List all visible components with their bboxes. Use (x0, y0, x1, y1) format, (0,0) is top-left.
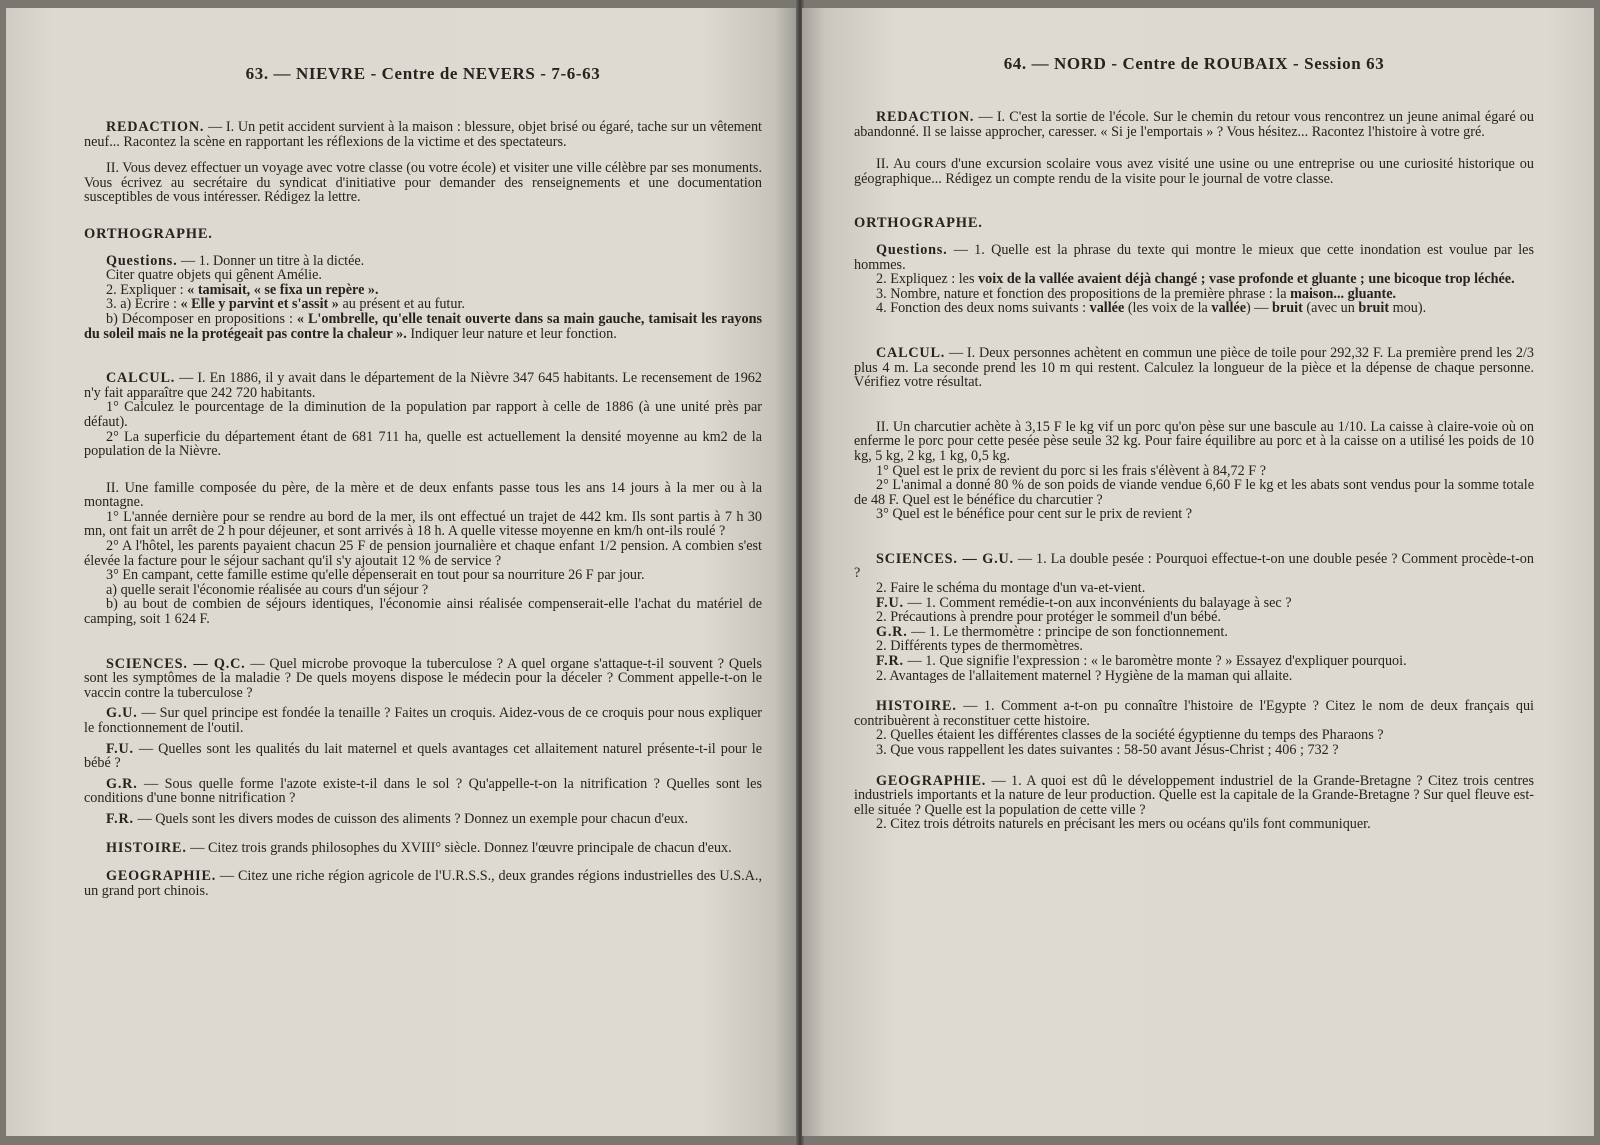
text: b) Décomposer en propositions : (106, 310, 297, 327)
bold-text: « Elle y parvint et s'assit » (180, 296, 339, 313)
bold-text: maison... gluante. (1290, 285, 1397, 302)
left-page (6, 8, 798, 1136)
section-label: REDACTION. (876, 109, 975, 125)
histoire-paragraph: 3. Que vous rappellent les dates suivantes : 58-50 avant Jésus-Christ ; 406 ; 732 ? (876, 742, 1339, 758)
calcul-paragraph: 1° Calculez le pourcentage de la diminution de la population par rapport à celle de 1886 (à une unité près par défaut). (84, 399, 762, 430)
calcul-paragraph: 2° L'animal a donné 80 % de son poids de viande vendue 6,60 F le kg et les abats sont vendus pour la somme totale de 48 F. Quel est le bénéfice du charcutier ? (854, 477, 1534, 508)
question (854, 272, 1534, 287)
question (84, 297, 762, 312)
histoire-paragraph (854, 699, 1534, 728)
calcul-paragraph: 3° Quel est le bénéfice pour cent sur le prix de revient ? (876, 506, 1193, 523)
section-title: ORTHOGRAPHE. (854, 215, 983, 232)
question (854, 243, 1534, 272)
text: (les voix de la (1124, 300, 1212, 317)
section-label: SCIENCES. (106, 655, 188, 672)
geographie-paragraph (854, 774, 1534, 818)
redaction-paragraph: II. Au cours d'une excursion scolaire vous avez visité une usine ou une entreprise ou une curiosité historique ou géographique... Rédigez un compte rendu de la visite pour le journal de votre classe. (854, 156, 1534, 187)
text: 3. Nombre, nature et fonction des propositions de la première phrase : la (876, 285, 1291, 302)
redaction-paragraph (84, 120, 762, 149)
sciences-paragraph: 2. Précautions à prendre pour protéger le sommeil d'un bébé. (876, 609, 1221, 626)
text: — 1. A quoi est dû le développement industriel de la Grande-Bretagne ? Citez trois centres industriels importants et la nature de leur production. Quelle est la capitale de la Grande-Bretagne ? Sur quel fleuve est-elle située ? Quelle est la population de cette ville ? (854, 772, 1534, 818)
text: mou). (1389, 300, 1427, 317)
page-header: 63. — NIEVRE - Centre de NEVERS - 7-6-63 (245, 64, 601, 83)
geographie-paragraph (84, 869, 762, 898)
question (84, 312, 762, 341)
text: Indiquer leur nature et leur fonction. (406, 325, 617, 342)
text: — I. C'est la sortie de l'école. Sur le chemin du retour vous rencontrez un jeune animal égaré ou abandonné. Il se laisse approcher, caresser. « Si je l'emportais » ? Vous hésitez... Racontez l'histoire à votre gré. (854, 109, 1534, 140)
text: — 1. La double pesée : Pourquoi effectue-t-on une double pesée ? Comment procède-t-on ? (854, 550, 1534, 582)
calcul-paragraph: 3° En campant, cette famille estime qu'elle dépenserait en tout pour sa nourriture 26 F par jour. (106, 567, 645, 584)
page-header: 64. — NORD - Centre de ROUBAIX - Session 63 (1003, 54, 1385, 73)
question (84, 283, 762, 298)
section-label: HISTOIRE. (106, 839, 187, 856)
sciences-paragraph (84, 742, 762, 771)
section-label: F.U. (106, 740, 134, 757)
calcul-paragraph (84, 371, 762, 400)
text: 3. a) Ecrire : (106, 296, 181, 313)
calcul-paragraph: a) quelle serait l'économie réalisée au cours d'un séjour ? (106, 581, 429, 598)
sciences-paragraph: 2. Faire le schéma du montage d'un va-et-vient. (876, 580, 1146, 597)
text: — Quels sont les divers modes de cuisson des aliments ? Donnez un exemple pour chacun d'eux. (133, 810, 689, 827)
text: — I. En 1886, il y avait dans le département de la Nièvre 347 645 habitants. Le recensement de 1962 n'y fait apparaître que 242 720 habitants. (84, 370, 762, 401)
text: 2. Expliquez : les (876, 271, 979, 288)
bold-text: « L'ombrelle, qu'elle tenait ouverte dans sa main gauche, tamisait les rayons du soleil mais ne la protégeait pas contre la chaleur ». (84, 310, 762, 342)
bold-text: bruit (1272, 300, 1303, 317)
section-label: G.R. (876, 623, 908, 640)
text: — Quelles sont les qualités du lait maternel et quels avantages cet allaitement naturel présente-t-il pour le bébé ? (84, 740, 762, 772)
section-label: F.U. (876, 594, 904, 611)
section-label: GEOGRAPHIE. (106, 868, 217, 885)
calcul-paragraph (854, 346, 1534, 390)
redaction-paragraph: II. Vous devez effectuer un voyage avec votre classe (ou votre école) et visiter une ville célèbre par ses monuments. Vous écrivez au secrétaire du syndicat d'initiative pour demander des renseignements et une documentation susceptibles de vous intéresser. Rédigez la lettre. (84, 160, 762, 206)
section-title: ORTHOGRAPHE. (84, 225, 213, 242)
calcul-paragraph: 1° L'année dernière pour se rendre au bord de la mer, ils ont effectué un trajet de 442 km. Ils sont partis à 7 h 30 mn, ont fait un arrêt de 2 h pour déjeuner, et sont arrivés à 18 h. A quelle vitesse moyenne en km/h ont-ils roulé ? (84, 508, 762, 540)
redaction-paragraph (854, 110, 1534, 139)
section-label: G.U. (106, 705, 138, 722)
question (854, 301, 1534, 316)
text: — Citez une riche région agricole de l'U.R.S.S., deux grandes régions industrielles des U.S.A., un grand port chinois. (84, 868, 762, 899)
section-label: GEOGRAPHIE. (876, 772, 987, 789)
text: — I. Deux personnes achètent en commun une pièce de toile pour 292,32 F. La première prend les 2/3 plus 4 m. La seconde prend les 10 m qui restent. Calculez la longueur de la pièce et la dépense de chaque personne. Vérifiez votre résultat. (854, 344, 1534, 391)
bold-text: vallée (1211, 300, 1247, 317)
bold-text: « tamisait, « se fixa un repère ». (187, 281, 379, 298)
section-label: — Q.C. (187, 655, 246, 672)
histoire-paragraph (84, 841, 762, 856)
section-label: G.R. (106, 775, 138, 792)
section-label: F.R. (106, 810, 134, 827)
calcul-paragraph: 2° La superficie du département étant de 681 711 ha, quelle est actuellement la densité moyenne au km2 de la population de la Nièvre. (84, 428, 762, 460)
sciences-paragraph (84, 657, 762, 701)
text: ) — (1246, 300, 1273, 317)
right-page (802, 8, 1594, 1136)
text: 4. Fonction des deux noms suivants : (876, 300, 1090, 317)
section-label: CALCUL. (106, 370, 176, 387)
text: — Quel microbe provoque la tuberculose ? A quel organe s'attaque-t-il souvent ? Quels sont les symptômes de la maladie ? De quels moyens dispose le médecin pour la déceler ? Comment appelle-t-on le vaccin contre la tuberculose ? (84, 655, 762, 701)
geographie-paragraph: 2. Citez trois détroits naturels en précisant les mers ou océans qu'ils font communiquer. (876, 816, 1371, 833)
sciences-paragraph (84, 777, 762, 806)
text: — 1. Que signifie l'expression : « le baromètre monte ? » Essayez d'expliquer pourquoi. (903, 653, 1407, 670)
histoire-paragraph: 2. Quelles étaient les différentes classes de la société égyptienne du temps des Pharaons ? (876, 727, 1384, 744)
section-label: HISTOIRE. (876, 698, 957, 715)
text: — 1. Quelle est la phrase du texte qui montre le mieux que cette inondation est voulue par les hommes. (854, 241, 1534, 273)
sciences-paragraph (854, 596, 1534, 611)
sciences-paragraph (84, 812, 762, 827)
text: — 1. Comment a-t-on pu connaître l'histoire de l'Egypte ? Citez le nom de deux français qui contribuèrent à reconstituer cette histoire. (854, 698, 1534, 729)
text: — 1. Le thermomètre : principe de son fonctionnement. (907, 623, 1228, 640)
sciences-paragraph (84, 706, 762, 735)
calcul-paragraph: 1° Quel est le prix de revient du porc si les frais s'élèvent à 84,72 F ? (876, 462, 1267, 479)
sciences-paragraph (854, 654, 1534, 669)
sciences-paragraph (854, 552, 1534, 581)
text: — Sous quelle forme l'azote existe-t-il dans le sol ? Qu'appelle-t-on la nitrification ? Quelles sont les conditions d'une bonne nitrification ? (84, 775, 762, 807)
calcul-paragraph: II. Une famille composée du père, de la mère et de deux enfants passe tous les ans 14 jours à la mer ou à la montagne. (84, 479, 762, 511)
text: 2. Expliquer : (106, 281, 188, 298)
text: — Sur quel principe est fondée la tenaille ? Faites un croquis. Aidez-vous de ce croquis pour nous expliquer le fonctionnement de l'outil. (84, 705, 762, 736)
calcul-paragraph: b) au bout de combien de séjours identiques, l'économie ainsi réalisée compenserait-elle l'achat du matériel de camping, soit 1 624 F. (84, 596, 762, 628)
section-label: CALCUL. (876, 344, 946, 361)
text: (avec un (1302, 300, 1359, 317)
section-label: F.R. (876, 653, 904, 670)
calcul-paragraph: II. Un charcutier achète à 3,15 F le kg vif un porc qu'on pèse sur une bascule au 1/10. La caisse à claire-voie où on enferme le porc pour cette pesée pèse seule 32 kg. Pour faire équilibre au porc et à la caisse on a utilisé les poids de 10 kg, 5 kg, 2 kg, 1 kg, 0,5 kg. (854, 418, 1534, 464)
text: — Citez trois grands philosophes du XVIII° siècle. Donnez l'œuvre principale de chacun d'eux. (186, 839, 732, 856)
sciences-paragraph (854, 625, 1534, 640)
section-label: SCIENCES. (876, 550, 958, 567)
question: Citer quatre objets qui gênent Amélie. (106, 267, 322, 284)
question (84, 254, 762, 269)
text: — 1. Comment remédie-t-on aux inconvénients du balayage à sec ? (903, 594, 1292, 611)
section-label: — G.U. (957, 550, 1014, 567)
bold-text: vallée (1089, 300, 1125, 317)
section-label: REDACTION. (106, 119, 205, 135)
bold-text: voix de la vallée avaient déjà changé ; vase profonde et gluante ; une bicoque trop léchée. (978, 271, 1515, 288)
section-label: Questions. (876, 241, 948, 258)
text: — I. Un petit accident survient à la maison : blessure, objet brisé ou égaré, tache sur un vêtement neuf... Racontez la scène en rapportant les réflexions de la victime et des spectateurs. (84, 119, 762, 150)
question (854, 287, 1534, 302)
sciences-paragraph: 2. Différents types de thermomètres. (876, 638, 1083, 655)
section-label: Questions. (106, 252, 178, 269)
sciences-paragraph: 2. Avantages de l'allaitement maternel ? Hygiène de la maman qui allaite. (876, 667, 1293, 684)
text: — 1. Donner un titre à la dictée. (177, 252, 365, 269)
calcul-paragraph: 2° A l'hôtel, les parents payaient chacun 25 F de pension journalière et chaque enfant 1/2 pension. A combien s'est élevée la facture pour le séjour sachant qu'il s'y ajoutait 12 % de service ? (84, 538, 762, 569)
bold-text: bruit (1358, 300, 1390, 317)
text: au présent et au futur. (338, 296, 465, 313)
